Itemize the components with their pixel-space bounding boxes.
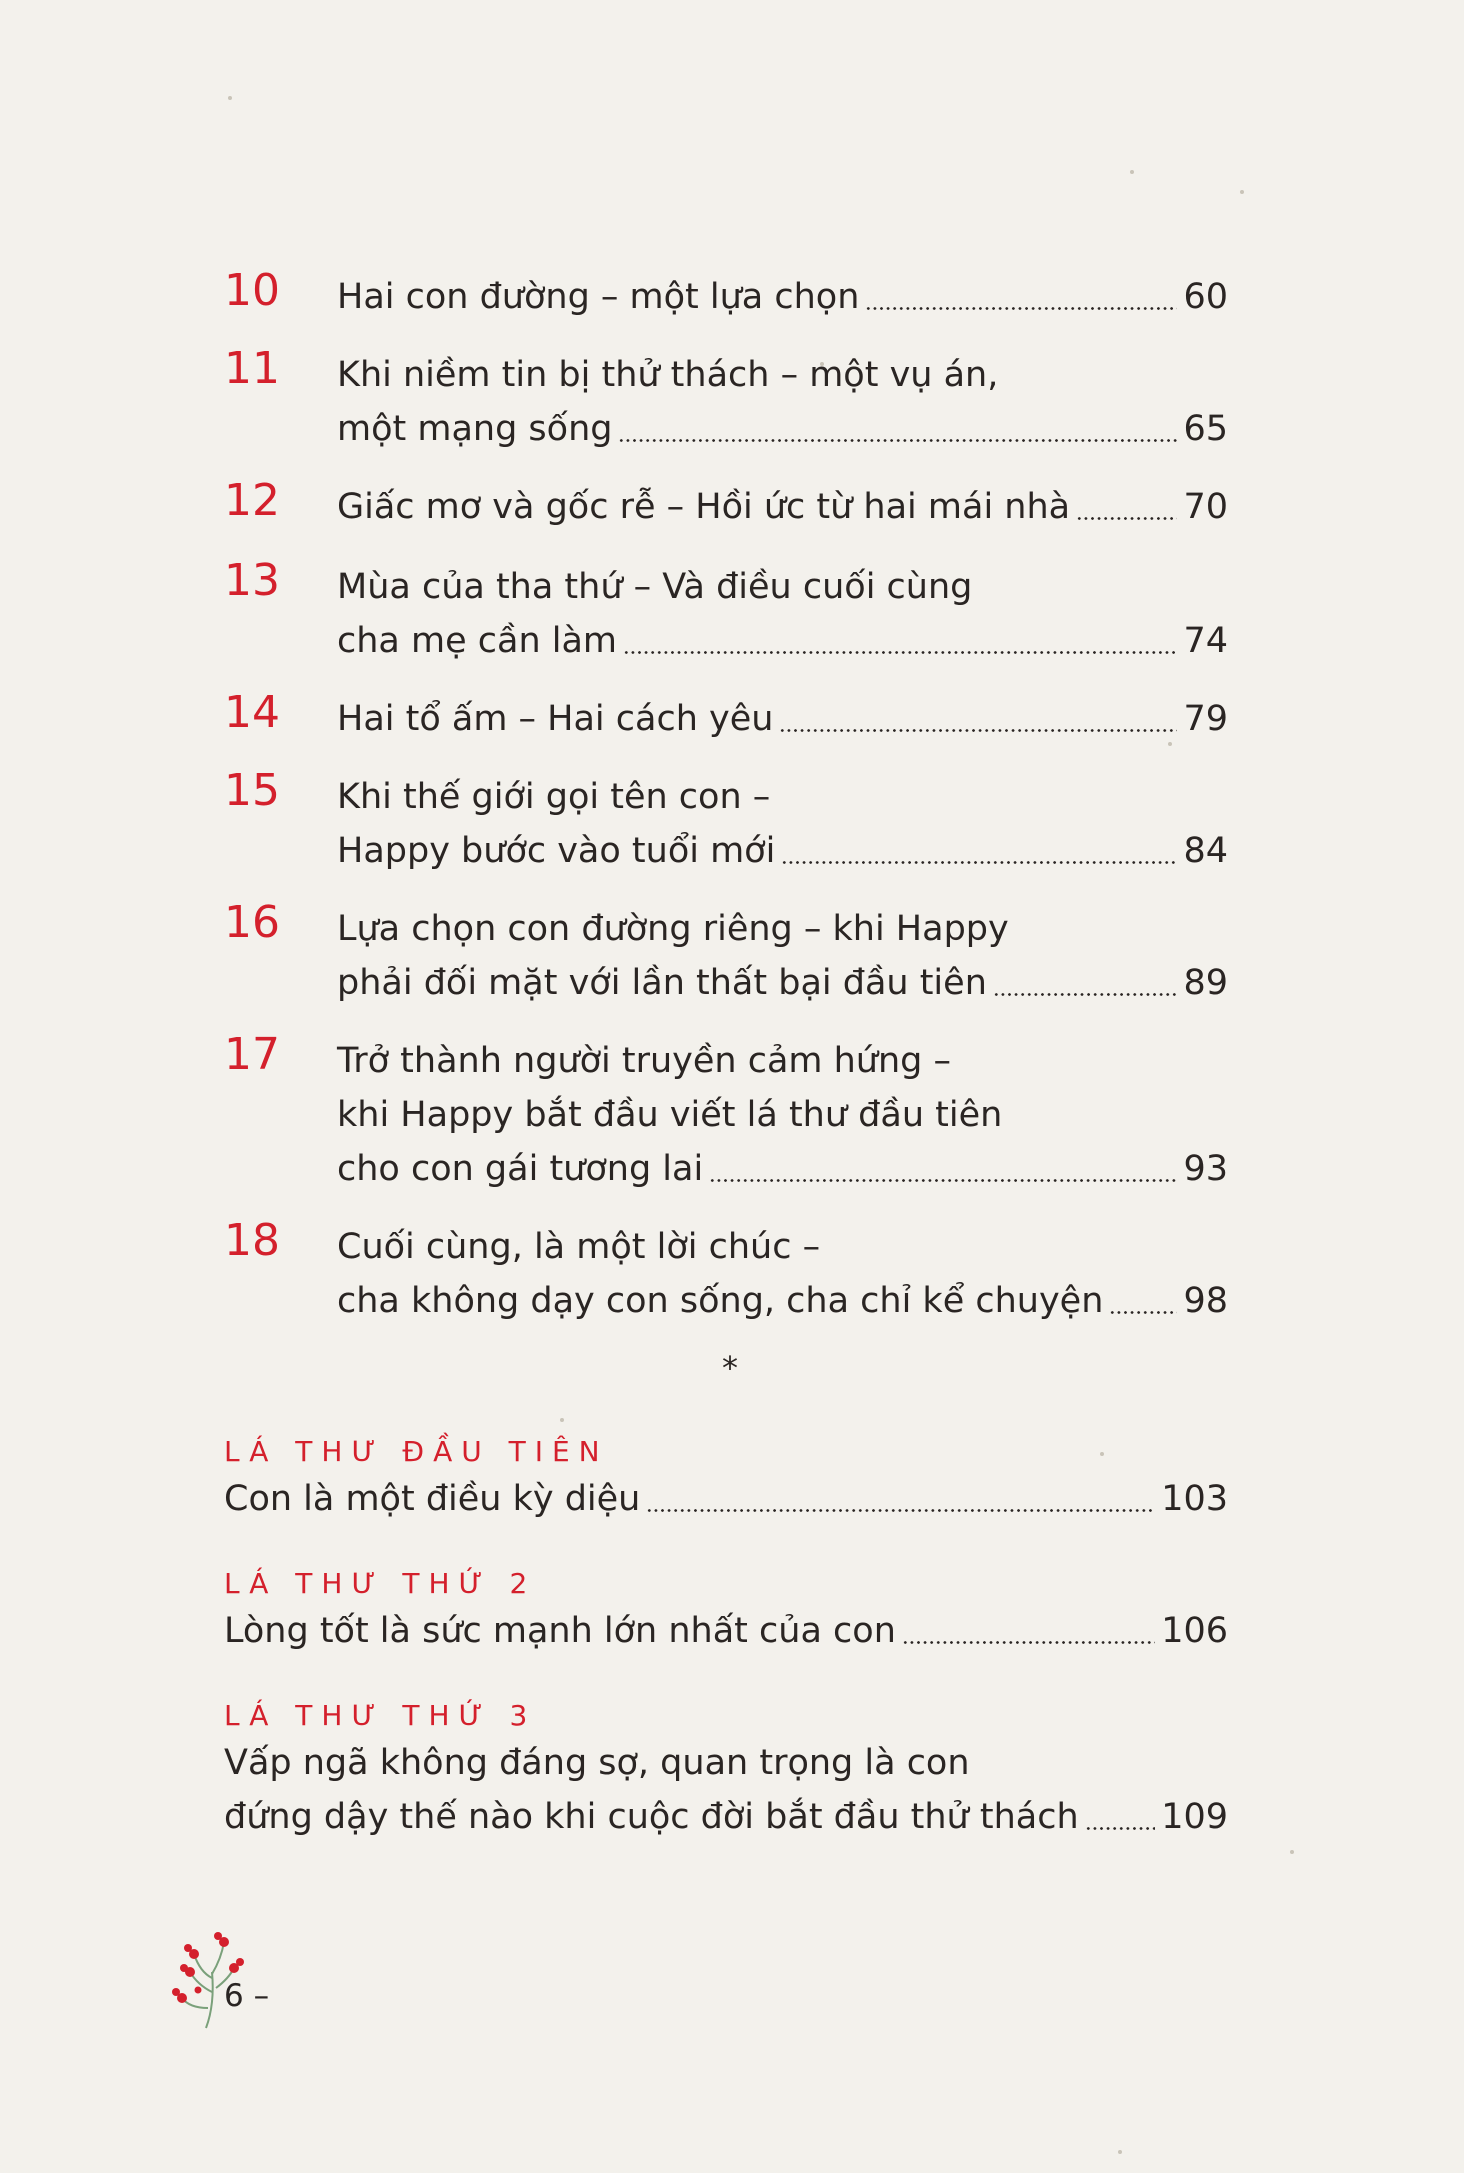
entry-title-text: Giấc mơ và gốc rễ – Hồi ức từ hai mái nhà: [337, 487, 1071, 527]
chapter-number: 16: [224, 897, 280, 948]
toc-entry-line: [337, 1088, 1228, 1142]
chapter-entry: [337, 1220, 1228, 1328]
page-ref: 89: [1183, 963, 1228, 1003]
dot-leader: [646, 1509, 1155, 1512]
entry-title-text: phải đối mặt với lần thất bại đầu tiên: [337, 963, 987, 1003]
toc-entry-line: [337, 402, 1228, 456]
section-divider: *: [722, 1349, 738, 1387]
letter-label: LÁ THƯ THỨ 2: [224, 1567, 537, 1600]
page-ref: 98: [1183, 1281, 1228, 1321]
entry-title-text: cha mẹ cần làm: [337, 621, 618, 661]
dot-leader: [1076, 517, 1177, 520]
toc-entry-line: [337, 1220, 1228, 1274]
chapter-entry: [337, 902, 1228, 1010]
toc-entry-line: [337, 1142, 1228, 1196]
dot-leader: [993, 993, 1178, 996]
letter-entry: [224, 1736, 1228, 1844]
toc-entry-line: [224, 1604, 1228, 1658]
page-number: 6 –: [224, 1978, 270, 2014]
toc-letter[interactable]: [224, 1432, 1228, 1526]
entry-title-text: khi Happy bắt đầu viết lá thư đầu tiên: [337, 1095, 1003, 1135]
toc-entry-line: [337, 614, 1228, 668]
dot-leader: [709, 1179, 1177, 1182]
entry-title-text: Lòng tốt là sức mạnh lớn nhất của con: [224, 1611, 896, 1651]
page-ref: 65: [1183, 409, 1228, 449]
toc-entry-line: [337, 270, 1228, 324]
toc-entry-line: [337, 560, 1228, 614]
entry-title-text: Hai tổ ấm – Hai cách yêu: [337, 699, 774, 739]
chapter-number: 11: [224, 343, 280, 394]
toc-entry-line: [337, 1034, 1228, 1088]
toc-letter[interactable]: [224, 1564, 1228, 1658]
dot-leader: [902, 1641, 1155, 1644]
toc-entry-line: [337, 348, 1228, 402]
page-footer: [168, 1928, 368, 2038]
entry-title-text: Khi thế giới gọi tên con –: [337, 777, 771, 817]
entry-title-text: một mạng sống: [337, 409, 613, 449]
toc-entry-line: [337, 480, 1228, 534]
chapter-number: 14: [224, 687, 280, 738]
toc-entry-line: [337, 692, 1228, 746]
toc-letter[interactable]: [224, 1696, 1228, 1844]
page-ref: 70: [1183, 487, 1228, 527]
dot-leader: [623, 651, 1177, 654]
chapter-number: 17: [224, 1029, 280, 1080]
toc-entry-line: [337, 824, 1228, 878]
chapter-entry: [337, 480, 1228, 534]
page-ref: 93: [1183, 1149, 1228, 1189]
page-ref: 84: [1183, 831, 1228, 871]
page-ref: 79: [1183, 699, 1228, 739]
letter-label: LÁ THƯ ĐẦU TIÊN: [224, 1435, 609, 1468]
entry-title-text: Mùa của tha thứ – Và điều cuối cùng: [337, 567, 973, 607]
toc-entry-line: [337, 902, 1228, 956]
page-ref: 109: [1161, 1797, 1228, 1837]
chapter-entry: [337, 770, 1228, 878]
page-ref: 60: [1183, 277, 1228, 317]
page-ref: 103: [1161, 1479, 1228, 1519]
chapter-entry: [337, 560, 1228, 668]
entry-title-text: Happy bước vào tuổi mới: [337, 831, 776, 871]
chapter-entry: [337, 348, 1228, 456]
dot-leader: [781, 861, 1177, 864]
chapter-entry: [337, 1034, 1228, 1196]
entry-title-text: Cuối cùng, là một lời chúc –: [337, 1227, 821, 1267]
chapter-entry: [337, 270, 1228, 324]
chapter-number: 12: [224, 475, 280, 526]
dot-leader: [779, 729, 1177, 732]
page-ref: 106: [1161, 1611, 1228, 1651]
letter-entry: [224, 1604, 1228, 1658]
entry-title-text: cho con gái tương lai: [337, 1149, 704, 1189]
entry-title-text: cha không dạy con sống, cha chỉ kể chuyện: [337, 1281, 1104, 1321]
entry-title-text: đứng dậy thế nào khi cuộc đời bắt đầu thử thách: [224, 1797, 1079, 1837]
letter-label: LÁ THƯ THỨ 3: [224, 1699, 537, 1732]
entry-title-text: Hai con đường – một lựa chọn: [337, 277, 860, 317]
toc-entry-line: [337, 770, 1228, 824]
entry-title-text: Trở thành người truyền cảm hứng –: [337, 1041, 952, 1081]
chapter-number: 13: [224, 555, 280, 606]
dot-leader: [865, 307, 1177, 310]
chapter-number: 10: [224, 265, 280, 316]
entry-title-text: Vấp ngã không đáng sợ, quan trọng là con: [224, 1743, 970, 1783]
toc-entry-line: [337, 956, 1228, 1010]
toc-entry-line: [337, 1274, 1228, 1328]
dot-leader: [1109, 1311, 1177, 1314]
entry-title-text: Con là một điều kỳ diệu: [224, 1479, 641, 1519]
letter-entry: [224, 1472, 1228, 1526]
page-ref: 74: [1183, 621, 1228, 661]
dot-leader: [1085, 1827, 1156, 1830]
toc-entry-line: [224, 1736, 1228, 1790]
toc-entry-line: [224, 1790, 1228, 1844]
chapter-number: 18: [224, 1215, 280, 1266]
entry-title-text: Lựa chọn con đường riêng – khi Happy: [337, 909, 1009, 949]
toc-entry-line: [224, 1472, 1228, 1526]
dot-leader: [618, 439, 1177, 442]
chapter-entry: [337, 692, 1228, 746]
chapter-number: 15: [224, 765, 280, 816]
entry-title-text: Khi niềm tin bị thử thách – một vụ án,: [337, 355, 999, 395]
